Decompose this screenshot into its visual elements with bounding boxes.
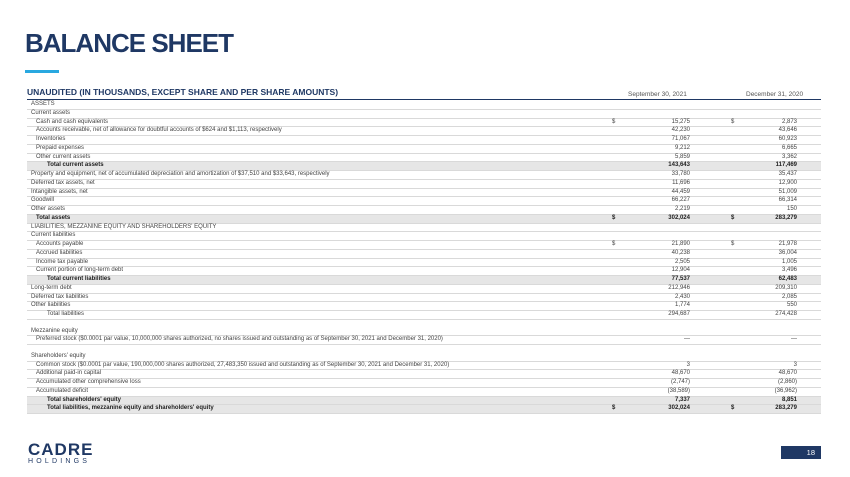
row-label: Accounts payable	[36, 241, 84, 247]
row-label: Income tax payable	[36, 258, 89, 265]
value-dec-2020: 2,085	[781, 293, 797, 300]
value-dec-2020: 150	[786, 206, 797, 212]
table-row	[27, 320, 821, 328]
row-label: Property and equipment, net of accumulated depreciation and amortization of $37,510 and $33,643, respectively	[31, 171, 330, 177]
table-row	[27, 180, 821, 189]
value-dec-2020: 8,851	[781, 396, 797, 403]
table-row	[27, 110, 821, 119]
table-row	[27, 294, 821, 303]
table-row	[27, 285, 821, 294]
row-label: Prepaid expenses	[36, 144, 85, 151]
table-row	[27, 136, 821, 145]
row-label: Current assets	[31, 109, 71, 116]
currency-symbol: $	[731, 214, 735, 221]
row-label: Total current assets	[47, 162, 104, 169]
row-label: Shareholders' equity	[31, 352, 86, 359]
value-sep-2021: (38,589)	[667, 387, 690, 394]
logo-subtext: HOLDINGS	[28, 458, 91, 465]
value-sep-2021: 302,024	[668, 405, 690, 412]
value-dec-2020: 2,873	[781, 118, 797, 125]
table-row	[27, 145, 821, 154]
value-sep-2021: 44,459	[671, 188, 690, 195]
row-label: Current portion of long-term debt	[36, 267, 124, 274]
row-label: Goodwill	[31, 197, 55, 204]
value-dec-2020: (36,962)	[774, 387, 797, 394]
value-dec-2020: 62,483	[778, 276, 797, 282]
table-row	[27, 379, 821, 388]
table-row	[27, 353, 821, 362]
row-label: Total assets	[36, 214, 71, 221]
value-dec-2020: 60,923	[778, 136, 797, 142]
row-label: Accounts receivable, net of allowance for doubtful accounts of $624 and $1,113, respectively	[36, 127, 282, 134]
table-row	[27, 232, 821, 241]
table-row	[27, 276, 821, 285]
table-row	[27, 189, 821, 198]
row-label: Total liabilities	[47, 311, 85, 317]
table-row	[27, 154, 821, 163]
currency-symbol: $	[612, 214, 616, 221]
value-sep-2021: 33,780	[671, 171, 690, 177]
value-sep-2021: 9,212	[674, 144, 690, 151]
value-dec-2020: 274,428	[775, 311, 797, 317]
value-sep-2021: 11,696	[672, 179, 690, 186]
value-sep-2021: 48,670	[671, 370, 690, 377]
table-row	[27, 206, 821, 215]
value-sep-2021: 143,643	[668, 162, 690, 169]
currency-symbol: $	[612, 118, 616, 125]
value-sep-2021: 40,238	[671, 249, 690, 256]
table-row	[27, 370, 821, 379]
table-row	[27, 267, 821, 276]
row-label: Other liabilities	[31, 302, 71, 309]
value-dec-2020: 51,009	[778, 188, 797, 195]
row-label: ASSETS	[31, 101, 55, 107]
row-label: Total current liabilities	[47, 276, 111, 282]
table-row	[27, 250, 821, 259]
table-row	[27, 397, 821, 406]
balance-sheet-table	[27, 101, 821, 414]
row-label: Mezzanine equity	[31, 327, 78, 334]
column-header-sep-2021: September 30, 2021	[628, 91, 687, 98]
value-sep-2021: 3	[686, 361, 690, 368]
value-dec-2020: 3,362	[781, 153, 797, 160]
table-subtitle: UNAUDITED (IN THOUSANDS, EXCEPT SHARE AND PER SHARE AMOUNTS)	[27, 87, 339, 97]
value-dec-2020: 12,900	[778, 179, 797, 186]
value-dec-2020: 117,469	[775, 162, 797, 169]
value-sep-2021: 2,505	[674, 258, 690, 265]
table-row	[27, 101, 821, 110]
value-sep-2021: 21,890	[671, 241, 690, 247]
table-row	[27, 224, 821, 233]
table-row	[27, 171, 821, 180]
value-sep-2021: —	[684, 336, 690, 343]
row-label: Deferred tax liabilities	[31, 293, 89, 300]
row-label: Intangible assets, net	[31, 188, 88, 195]
company-logo	[28, 440, 93, 465]
value-sep-2021: 1,774	[674, 302, 690, 309]
row-label: LIABILITIES, MEZZANINE EQUITY AND SHAREHOLDERS' EQUITY	[31, 223, 217, 230]
value-sep-2021: 15,275	[671, 118, 690, 125]
logo-mark: CADRE	[28, 440, 94, 459]
table-row	[27, 259, 821, 268]
value-dec-2020: 550	[786, 302, 797, 309]
value-sep-2021: 302,024	[668, 214, 690, 221]
table-row	[27, 405, 821, 414]
value-dec-2020: 6,665	[781, 144, 797, 151]
column-header-dec-2020: December 31, 2020	[746, 91, 804, 98]
value-dec-2020: 283,279	[775, 405, 797, 412]
value-sep-2021: 212,946	[668, 284, 690, 291]
value-sep-2021: 12,904	[671, 267, 690, 274]
table-row	[27, 388, 821, 397]
value-sep-2021: 66,227	[671, 197, 690, 204]
table-row	[27, 162, 821, 171]
title-accent-bar	[25, 70, 59, 73]
value-dec-2020: (2,860)	[777, 379, 797, 385]
value-dec-2020: 43,646	[778, 127, 797, 134]
value-dec-2020: 66,314	[778, 197, 797, 204]
table-row	[27, 215, 821, 224]
row-label: Total shareholders' equity	[47, 396, 121, 403]
value-sep-2021: 2,430	[674, 293, 690, 300]
table-row	[27, 127, 821, 136]
table-row	[27, 328, 821, 337]
row-label: Total liabilities, mezzanine equity and shareholders' equity	[47, 405, 214, 412]
currency-symbol: $	[731, 118, 735, 125]
value-dec-2020: 283,279	[775, 214, 797, 221]
page-title: BALANCE SHEET	[25, 28, 234, 58]
value-dec-2020: 3	[793, 361, 797, 368]
row-label: Deferred tax assets, net	[31, 179, 95, 186]
table-top-rule	[27, 99, 821, 100]
value-sep-2021: (2,747)	[670, 379, 690, 385]
row-label: Long-term debt	[31, 284, 72, 291]
currency-symbol: $	[731, 405, 735, 412]
value-dec-2020: —	[791, 336, 797, 343]
row-label: Preferred stock ($0.0001 par value, 10,000,000 shares authorized, no shares issued and outstanding as of September 30, 2021 and December 31, 2020)	[36, 336, 443, 343]
value-dec-2020: 1,005	[781, 258, 797, 265]
value-dec-2020: 36,004	[778, 249, 797, 256]
row-label: Additional paid-in capital	[36, 370, 102, 377]
row-label: Accumulated other comprehensive loss	[36, 379, 141, 385]
value-sep-2021: 42,230	[671, 127, 690, 134]
table-row	[27, 241, 821, 250]
value-sep-2021: 2,219	[674, 206, 690, 212]
value-dec-2020: 35,437	[778, 171, 797, 177]
value-sep-2021: 7,337	[674, 396, 690, 403]
currency-symbol: $	[612, 405, 616, 412]
value-sep-2021: 77,537	[671, 276, 690, 282]
row-label: Common stock ($0.0001 par value, 190,000,000 shares authorized, 27,483,350 issued and outstanding as of September 30, 2021 and December 31, 2020)	[36, 361, 450, 368]
page-number: 18	[781, 446, 821, 459]
value-dec-2020: 21,978	[778, 241, 797, 247]
value-dec-2020: 48,670	[778, 370, 797, 377]
row-label: Current liabilities	[31, 232, 76, 239]
table-row	[27, 311, 821, 320]
currency-symbol: $	[612, 241, 616, 247]
row-label: Cash and cash equivalents	[36, 118, 109, 125]
value-sep-2021: 71,067	[671, 136, 690, 142]
value-sep-2021: 294,687	[668, 311, 690, 317]
table-row	[27, 336, 821, 345]
table-row	[27, 302, 821, 311]
table-row	[27, 362, 821, 371]
currency-symbol: $	[731, 241, 735, 247]
row-label: Other current assets	[36, 153, 91, 160]
value-dec-2020: 209,310	[775, 284, 797, 291]
row-label: Accrued liabilities	[36, 249, 83, 256]
value-sep-2021: 5,859	[674, 153, 690, 160]
table-row	[27, 197, 821, 206]
value-dec-2020: 3,496	[781, 267, 797, 274]
row-label: Other assets	[31, 206, 66, 212]
table-row	[27, 119, 821, 128]
row-label: Accumulated deficit	[36, 387, 89, 394]
row-label: Inventories	[36, 136, 66, 142]
table-row	[27, 345, 821, 353]
